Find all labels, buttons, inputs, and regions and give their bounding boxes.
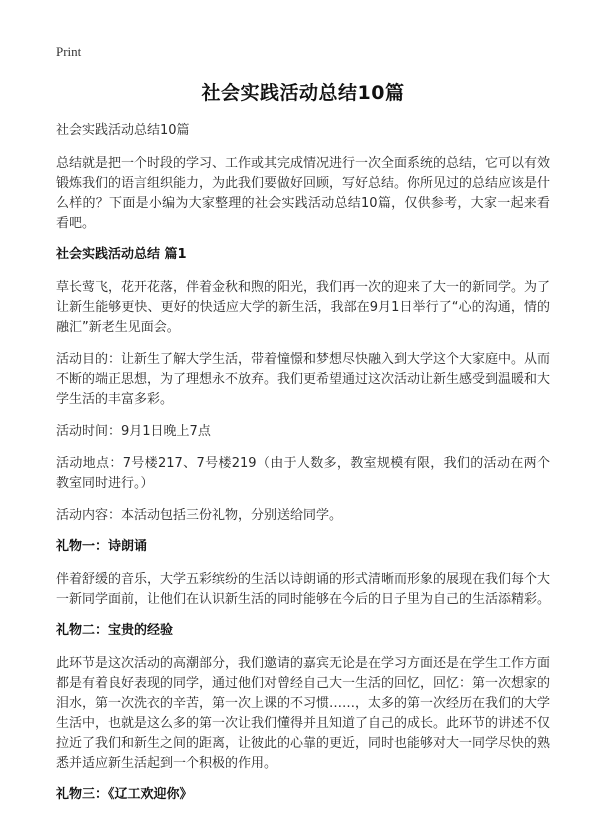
activity-time: 活动时间：9月1日晚上7点 (56, 424, 211, 439)
intro-paragraph: 总结就是把一个时段的学习、工作或其完成情况进行一次全面系统的总结，它可以有效锻炼我们的语言组织能力，为此我们要做好回顾，写好总结。你所见过的总结应该是什么样的？下面是小编为大家整理的社会实践活动总结10篇，仅供参考，大家一起来看看吧。 (56, 156, 551, 231)
gift-one-text: 伴着舒缓的音乐，大学五彩缤纷的生活以诗朗诵的形式清晰而形象的展现在我们每个大一新同学面前，让他们在认识新生活的同时能够在今后的日子里为自己的生活添精彩。 (56, 572, 551, 607)
document-subtitle: 社会实践活动总结10篇 (56, 123, 190, 138)
section-paragraph: 草长莺飞，花开花落，伴着金秋和煦的阳光，我们再一次的迎来了大一的新同学。为了让新生能够更快、更好的快适应大学的新生活，我部在9月1日举行了“心的沟通，情的融汇”新老生见面会。 (56, 280, 551, 335)
print-link[interactable]: Print (56, 44, 82, 59)
activity-content: 活动内容：本活动包括三份礼物，分别送给同学。 (56, 508, 343, 523)
page-title: 社会实践活动总结10篇 (201, 82, 405, 104)
gift-one-heading: 礼物一：诗朗诵 (56, 539, 148, 554)
section-heading: 社会实践活动总结 篇1 (56, 247, 187, 262)
document-body (56, 122, 550, 818)
gift-two-text: 此环节是这次活动的高潮部分，我们邀请的嘉宾无论是在学习方面还是在学生工作方面都是有着良好表现的同学，通过他们对曾经自己大一生活的回忆，回忆：第一次想家的泪水，第一次洗衣的辛苦，第一次上课的不习惯……，太多的第一次经历在我们的大学生活中，也就是这么多的第一次让我们懂得并且知道了自己的成长。此环节的讲述不仅拉近了我们和新生之间的距离，让彼此的心靠的更近，同时也能够对大一同学尽快的熟悉并适应新生活起到一个积极的作用。 (56, 656, 551, 771)
gift-three-heading: 礼物三：《辽工欢迎你》 (56, 787, 193, 802)
activity-place: 活动地点：7号楼217、7号楼219（由于人数多，教室规模有限，我们的活动在两个教室同时进行。） (56, 456, 550, 491)
activity-purpose: 活动目的：让新生了解大学生活，带着憧憬和梦想尽快融入到大学这个大家庭中。从而不断的端正思想，为了理想永不放弃。我们更希望通过这次活动让新生感受到温暖和大学生活的丰富多彩。 (56, 352, 551, 407)
gift-two-heading: 礼物二：宝贵的经验 (56, 623, 174, 638)
